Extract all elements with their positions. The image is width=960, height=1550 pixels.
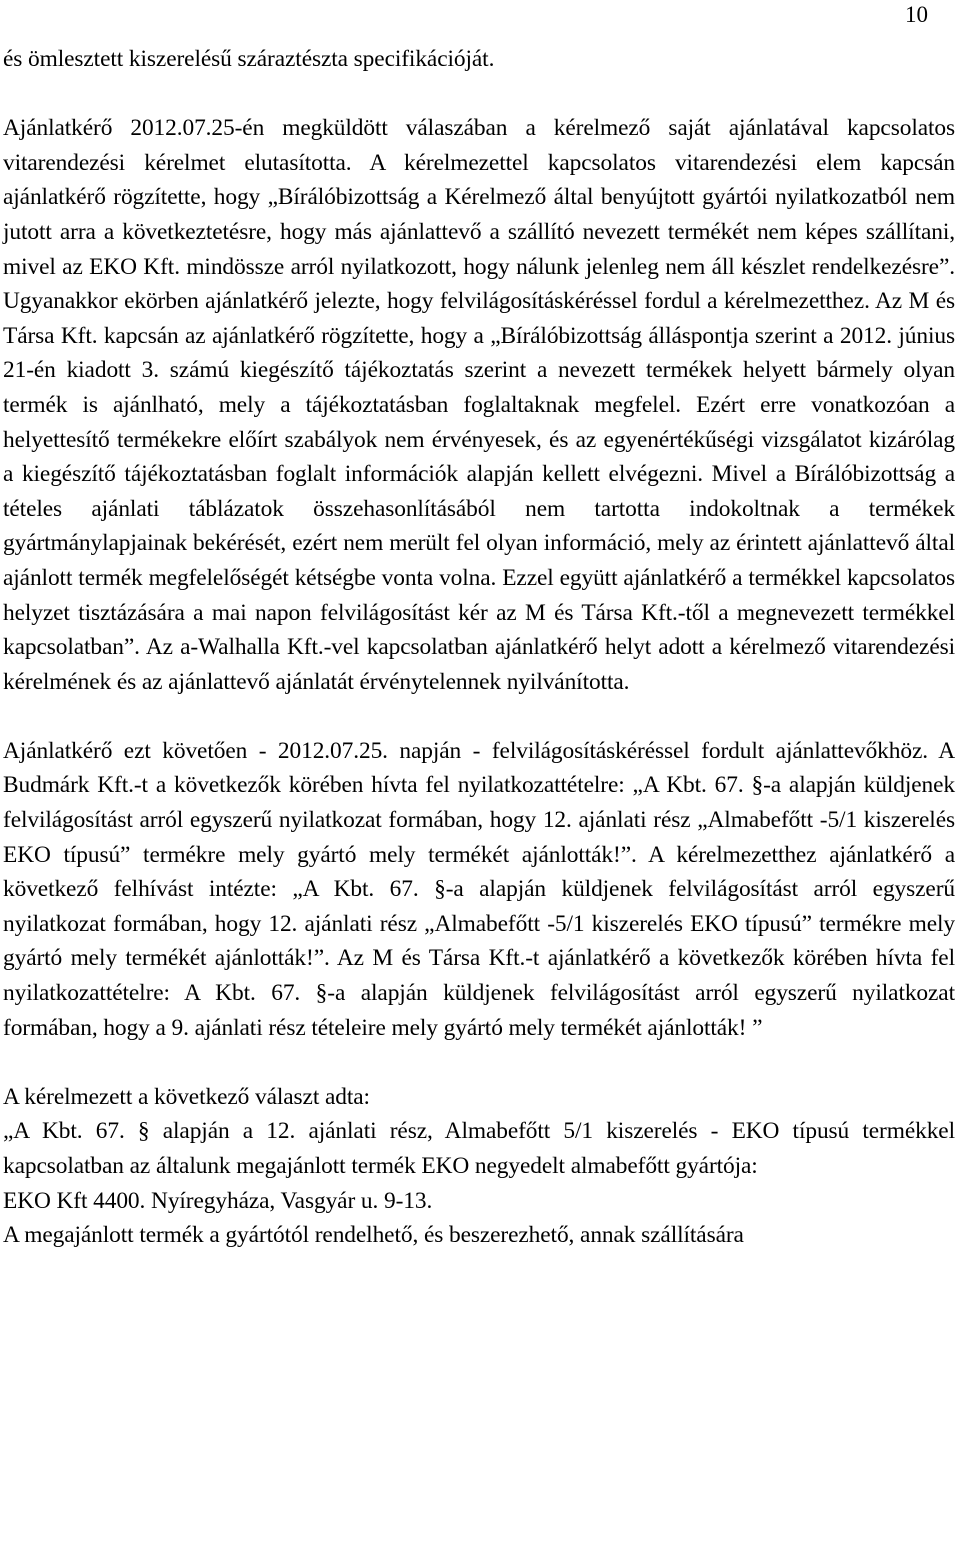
paragraph-spacer — [3, 699, 955, 734]
paragraph-spacer — [3, 77, 955, 112]
paragraph-clarification-request: Ajánlatkérő ezt követően - 2012.07.25. napján - felvilágosításkéréssel fordult ajánlattevőkhöz. A Budmárk Kft.-t a következők körében hívta fel nyilatkozattételre: „A Kbt. 67. §-a alapján küldjenek felvilágosítást arról egyszerű nyilatkozat formában, hogy 12. ajánlati rész „Almabefőtt -5/1 kiszerelés EKO típusú” termékre mely gyártó mely termékét ajánlották!”. A kérelmezetthez ajánlatkérő a következő felhívást intézte: „A Kbt. 67. §-a alapján küldjenek felvilágosítást arról egyszerű nyilatkozat formában, hogy 12. ajánlati rész „Almabefőtt -5/1 kiszerelés EKO típusú” termékre mely gyártó mely termékét ajánlották!”. Az M és Társa Kft.-t ajánlatkérő a következők körében hívta fel nyilatkozattételre: A Kbt. 67. §-a alapján küldjenek felvilágosítást arról egyszerű nyilatkozat formában, hogy a 9. ajánlati rész tételeire mely gyártó mely termékét ajánlották! ” — [3, 737, 955, 1041]
page-number: 10 — [905, 2, 928, 27]
paragraph-manufacturer-address: EKO Kft 4400. Nyíregyháza, Vasgyár u. 9-13. — [3, 1187, 433, 1214]
paragraph-intro-line: és ömlesztett kiszerelésű száraztészta specifikációját. — [3, 46, 495, 72]
paragraph-dispute-response: Ajánlatkérő 2012.07.25-én megküldött válaszában a kérelmező saját ajánlatával kapcsolatos vitarendezési kérelmet elutasította. A kérelmezettel kapcsolatos vitarendezési elem kapcsán ajánlatkérő rögzítette, hogy „Bírálóbizottság a Kérelmező által benyújtott gyártói nyilatkozatból nem jutott arra a következtetésre, hogy más ajánlattevő a szállító nevezett termékét nem képes szállítani, mivel az EKO Kft. mindössze arról nyilatkozott, hogy nálunk jelenleg nem áll készlet rendelkezésre”. Ugyanakkor ekörben ajánlatkérő jelezte, hogy felvilágosításkéréssel fordul a kérelmezetthez. Az M és Társa Kft. kapcsán az ajánlatkérő rögzítette, hogy a „Bírálóbizottság álláspontja szerint a 2012. június 21-én kiadott 3. számú kiegészítő tájékoztatás szerint a nevezett termékek helyett bármely olyan termék is ajánlható, mely a tájékoztatásban foglaltaknak megfelel. Ezért erre vonatkozóan a helyettesítő termékekre előírt szabályok nem érvényesek, és az egyenértékűségi vizsgálatot kizárólag a kiegészítő tájékoztatásban foglalt információk alapján kellett elvégezni. Mivel a Bírálóbizottság a tételes ajánlati táblázatok összehasonlításából nem tartotta indokoltnak a termékek gyártmánylapjainak bekérését, ezért nem merült fel olyan információ, mely az érintett ajánlattevő által ajánlott termék megfelelőségét kétségbe vonta volna. Ezzel együtt ajánlatkérő a termékkel kapcsolatos helyzet tisztázására a mai napon felvilágosítást kér az M és Társa Kft.-től a megnevezett termékkel kapcsolatban”. Az a-Walhalla Kft.-vel kapcsolatban ajánlatkérő helyt adott a kérelmező vitarendezési kérelmének és az ajánlattevő ajánlatát érvénytelennek nyilvánította. — [3, 115, 955, 695]
paragraph-spacer — [3, 1045, 955, 1080]
paragraph-answer-quote: „A Kbt. 67. § alapján a 12. ajánlati rész, Almabefőtt 5/1 kiszerelés - EKO típusú termékkel kapcsolatban az általunk megajánlott termék EKO negyedelt almabefőtt gyártója: — [3, 1118, 955, 1179]
document-body — [3, 42, 955, 1253]
paragraph-final-line: A megajánlott termék a gyártótól rendelhető, és beszerezhető, annak szállítására — [3, 1222, 744, 1249]
paragraph-answer-intro: A kérelmezett a következő választ adta: — [3, 1083, 370, 1110]
